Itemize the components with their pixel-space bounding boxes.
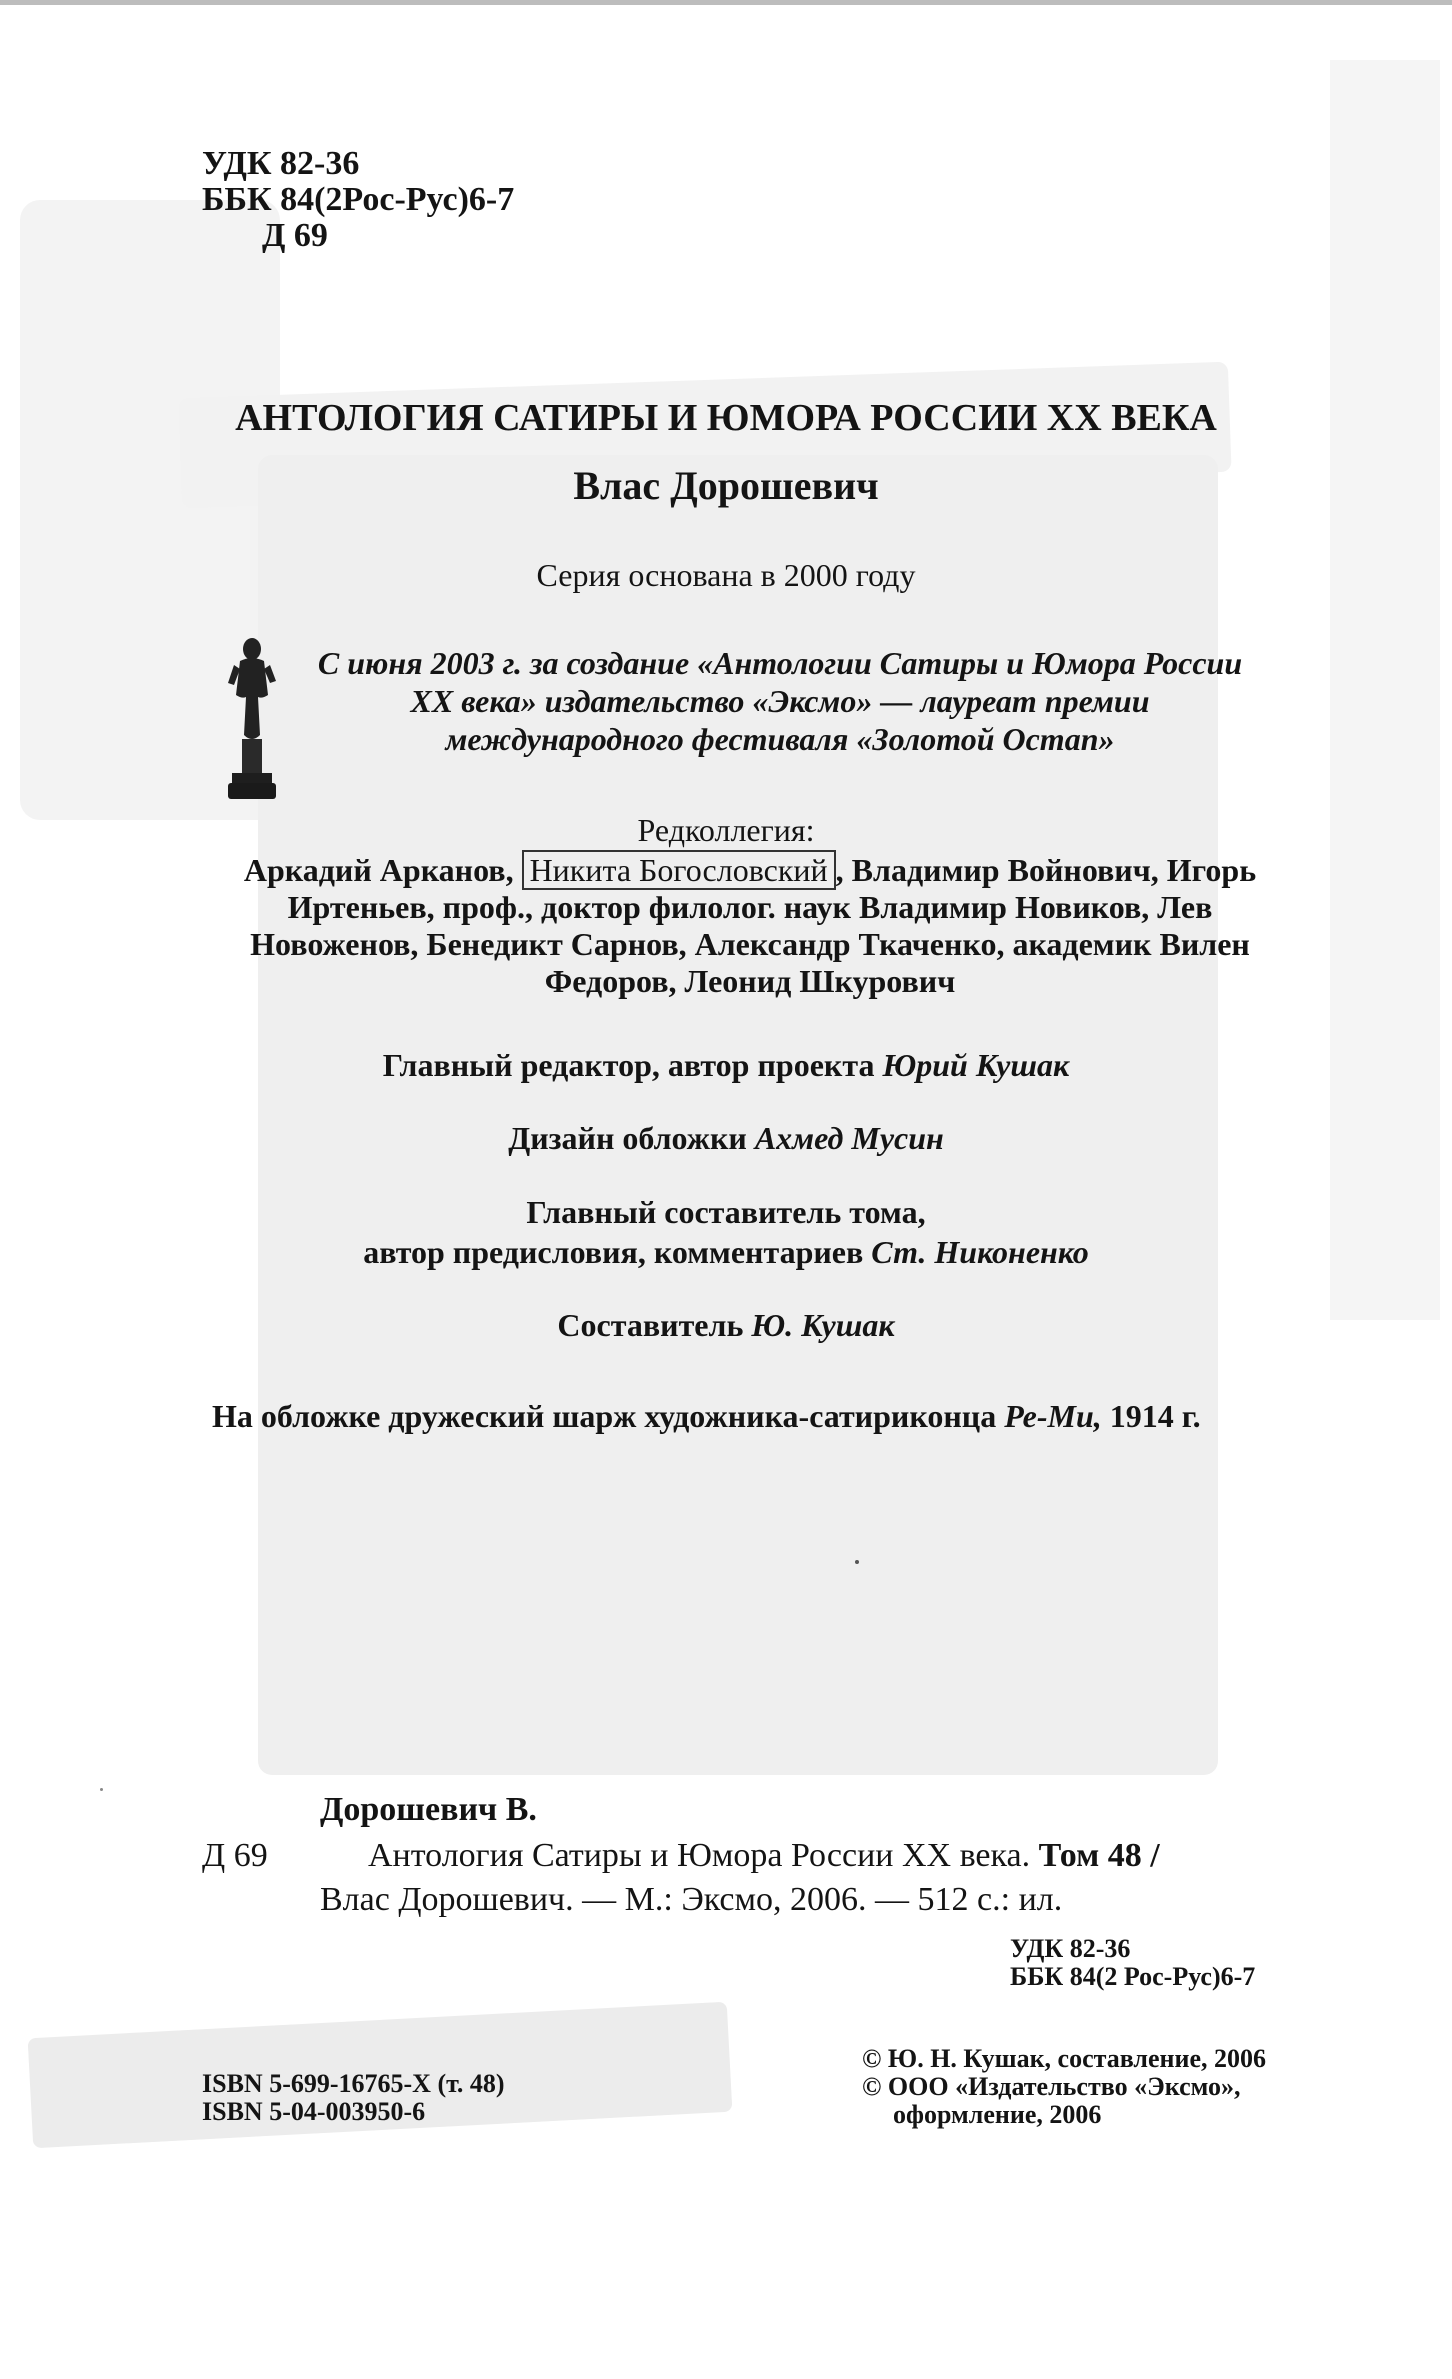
cover-design-credit [0,1118,1452,1158]
isbn-series: ISBN 5-04-003950-6 [202,2097,426,2126]
author-mark: Д 69 [262,217,328,254]
bibliographic-code: Д 69 [202,1837,268,1874]
editorial-names-part1: Аркадий Арканов, [243,852,522,888]
series-title: АНТОЛОГИЯ САТИРЫ И ЮМОРА РОССИИ XX ВЕКА [235,397,1217,439]
bibliographic-volume: Том 48 / [1038,1837,1160,1874]
scan-top-edge [0,0,1452,5]
book-author: Влас Дорошевич [573,463,879,508]
bibliographic-title-text: Антология Сатиры и Юмора России XX века. [368,1837,1039,1874]
cover-note-label: На обложке дружеский шарж художника-сатириконца [212,1398,1005,1434]
chief-editor [0,1045,1452,1085]
compiler-name: Ю. Кушак [751,1307,895,1343]
bibliographic-author: Дорошевич В. [320,1791,537,1828]
compiler-credit [0,1305,1452,1345]
chief-compiler-line1: Главный составитель тома, [526,1194,926,1230]
bibliographic-title [368,1836,1160,1876]
copyright-compilation: © Ю. Н. Кушак, составление, 2006 [862,2044,1267,2073]
editorial-board-heading: Редколлегия: [637,812,815,848]
bibliographic-udk: УДК 82-36 [1010,1934,1131,1963]
cover-note-year: 1914 г. [1101,1398,1201,1434]
bibliographic-publication: Влас Дорошевич. — М.: Эксмо, 2006. — 512 с.: ил. [320,1881,1063,1918]
series-founded: Серия основана в 2000 году [536,557,916,593]
award-statuette-icon [222,635,282,805]
editorial-board-members [200,852,1300,1000]
scan-speck [855,1560,859,1564]
chief-editor-label: Главный редактор, автор проекта [382,1047,883,1083]
chief-compiler-line2 [0,1232,1452,1272]
bibliographic-bbk: ББК 84(2 Рос-Рус)6-7 [1010,1962,1256,1991]
cover-note-artist: Ре-Ми, [1004,1398,1102,1434]
award-note: С июня 2003 г. за создание «Антологии Сатиры и Юмора России XX века» издательство «Эксмо» — лауреат премии международного фестиваля «Золотой Остап» [317,645,1243,757]
compiler-label: Составитель [557,1307,752,1343]
chief-compiler-label: автор предисловия, комментариев [363,1234,872,1270]
copyright-publisher: © ООО «Издательство «Эксмо», [862,2072,1241,2101]
cover-illustration-note [212,1396,1201,1436]
chief-compiler-name: Ст. Никоненко [871,1234,1089,1270]
cover-design-name: Ахмед Мусин [754,1120,944,1156]
highlighted-name: Никита Богословский [522,850,836,890]
bbk-code: ББК 84(2Рос-Рус)6-7 [202,181,515,218]
udk-code: УДК 82-36 [202,145,360,182]
copyright-design: оформление, 2006 [893,2100,1102,2129]
scan-speck [100,1788,103,1791]
chief-editor-name: Юрий Кушак [882,1047,1070,1083]
cover-design-label: Дизайн обложки [508,1120,755,1156]
editorial-names-part2: , Владимир Войнович, Игорь Иртеньев, проф., доктор филолог. наук Владимир Новиков, Лев Новоженов, Бенедикт Сарнов, Александр Ткаченко, академик Вилен Федоров, Леонид Шкурович [250,852,1257,999]
isbn-volume: ISBN 5-699-16765-X (т. 48) [202,2069,505,2098]
